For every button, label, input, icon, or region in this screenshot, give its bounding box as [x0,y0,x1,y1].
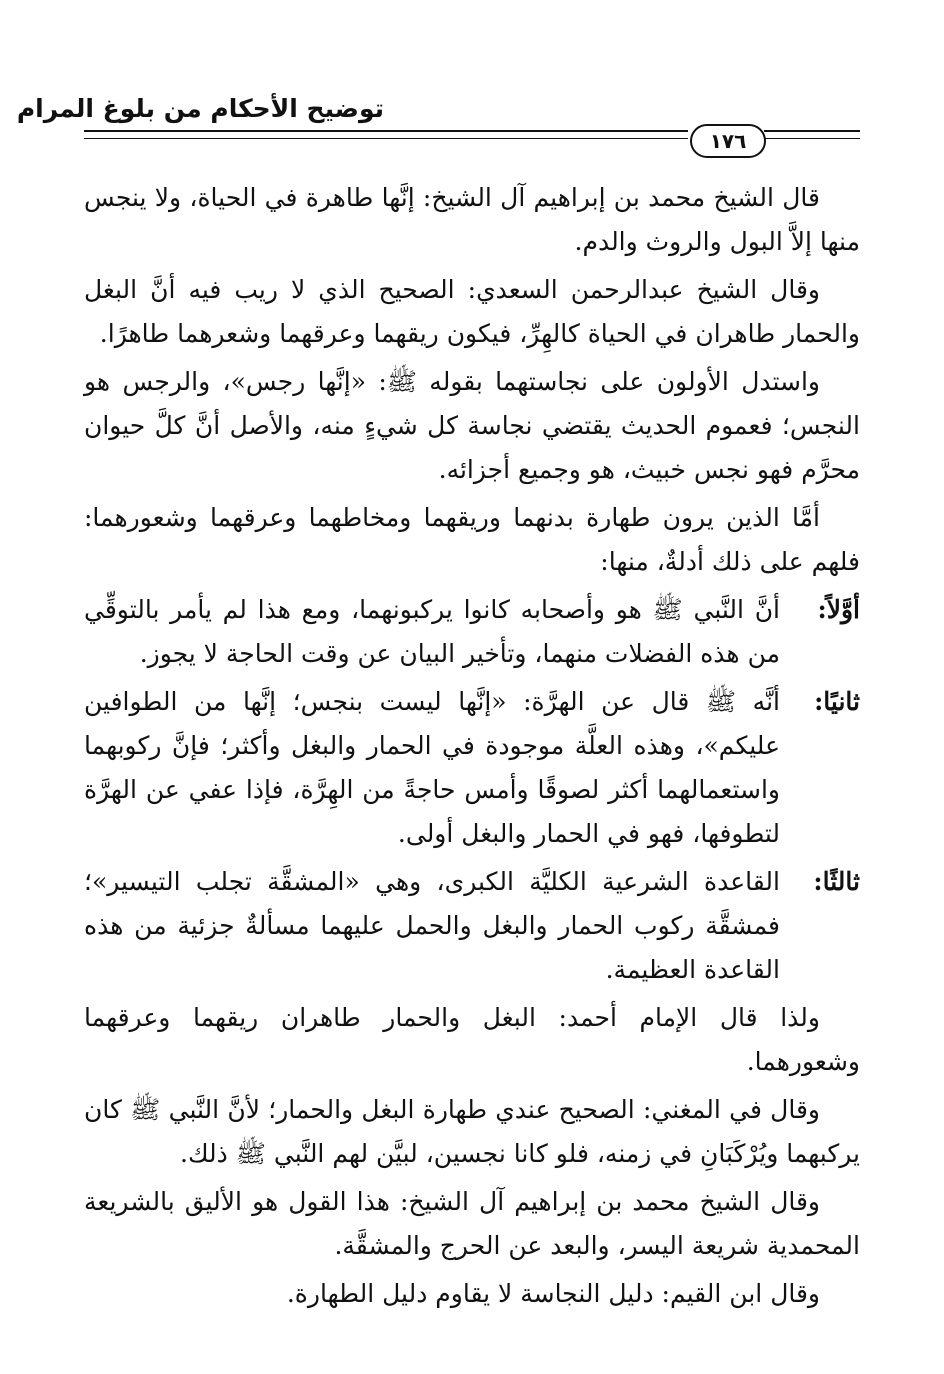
paragraph: أمَّا الذين يرون طهارة بدنهما وريقهما ومخاطهما وعرقهما وشعورهما: فلهم على ذلك أدلةٌ، منها: [84,503,860,576]
header-rule-top [84,130,688,132]
item-label: ثالثًا: [813,867,860,896]
header-rule-bottom [84,138,688,139]
paragraph: وقال الشيخ عبدالرحمن السعدي: الصحيح الذي لا ريب فيه أنَّ البغل والحمار طاهران في الحياة كالهِرِّ، فيكون ريقهما وعرقهما وشعرهما طاهرًا. [84,275,860,348]
evidence-item-third [84,860,860,992]
paragraph: وقال ابن القيم: دليل النجاسة لا يقاوم دليل الطهارة. [286,1279,820,1308]
running-header-title: توضيح الأحكام من بلوغ المرام [16,94,384,123]
paragraph: وقال الشيخ محمد بن إبراهيم آل الشيخ: هذا القول هو الأليق بالشريعة المحمدية شريعة اليسر، والبعد عن الحرج والمشقَّة. [84,1187,860,1260]
evidence-item-first [84,588,860,676]
paragraph: واستدل الأولون على نجاستهما بقوله ﷺ: «إنَّها رجس»، والرجس هو النجس؛ فعموم الحديث يقتضي نجاسة كل شيءٍ منه، والأصل أنَّ كلَّ حيوان محرَّم فهو نجس خبيث، هو وجميع أجزائه. [84,367,860,484]
paragraph: قال الشيخ محمد بن إبراهيم آل الشيخ: إنَّها طاهرة في الحياة، ولا ينجس منها إلاَّ البول والروث والدم. [84,183,860,256]
paragraph: ولذا قال الإمام أحمد: البغل والحمار طاهران ريقهما وعرقهما وشعورهما. [84,1003,860,1076]
item-label: ثانيًا: [814,687,860,716]
evidence-item-second [84,680,860,856]
item-text: أنَّ النَّبي ﷺ هو وأصحابه كانوا يركبونهما، ومع هذا لم يأمر بالتوقِّي من هذه الفضلات منهما، وتأخير البيان عن وقت الحاجة لا يجوز. [84,595,780,668]
paragraph: وقال في المغني: الصحيح عندي طهارة البغل والحمار؛ لأنَّ النَّبي ﷺ كان يركبهما ويُرْكَبَانِ في زمنه، فلو كانا نجسين، لبيَّن لهم النَّبي ﷺ ذلك. [84,1095,860,1168]
page-number: ١٧٦ [690,124,766,158]
header-rule-right-bottom [764,138,860,139]
item-text: أنَّه ﷺ قال عن الهرَّة: «إنَّها ليست بنجس؛ إنَّها من الطوافين عليكم»، وهذه العلَّة موجودة في الحمار والبغل وأكثر؛ فإنَّ ركوبهما واستعمالهما أكثر لصوقًا وأمس حاجةً من الهِرَّة، فإذا عفي عن الهرَّة لتطوفها، فهو في الحمار والبغل أولى. [84,687,780,848]
item-label: أوَّلاً: [817,595,860,624]
header-rule-right-top [764,130,860,132]
item-text: القاعدة الشرعية الكليَّة الكبرى، وهي «المشقَّة تجلب التيسير»؛ فمشقَّة ركوب الحمار والبغل والحمل عليهما مسألةٌ جزئية من هذه القاعدة العظيمة. [84,867,780,984]
page-body [84,176,860,1320]
